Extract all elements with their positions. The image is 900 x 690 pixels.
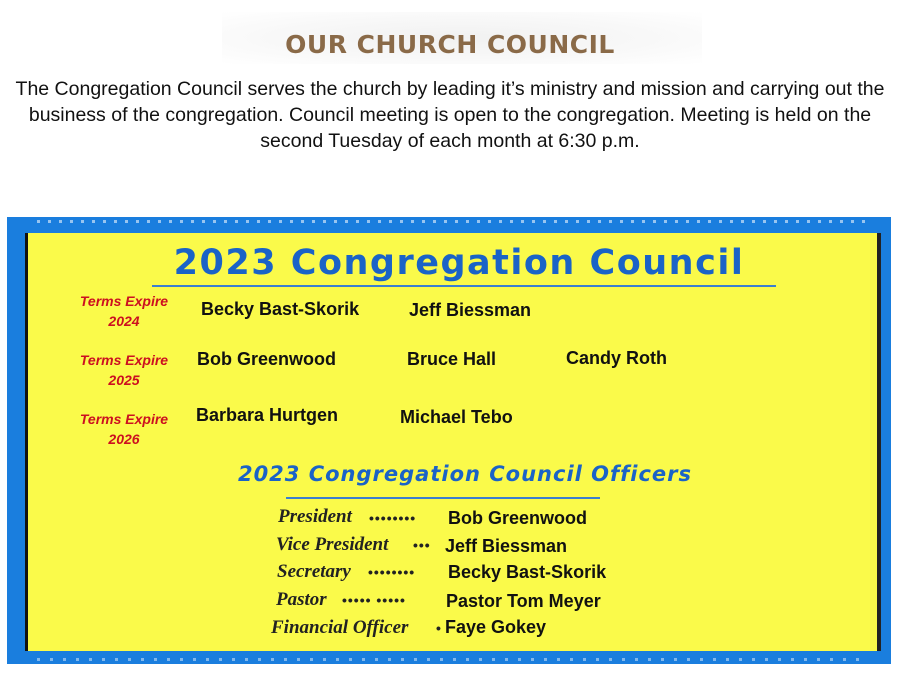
member-name: Barbara Hurtgen <box>196 405 339 425</box>
term-label-2026 <box>59 409 189 449</box>
member-name: Becky Bast-Skorik <box>201 299 360 319</box>
term-label-text: Terms Expire <box>79 293 169 309</box>
council-title-underline <box>152 285 776 287</box>
officer-name: Jeff Biessman <box>445 536 568 556</box>
member-name: Bruce Hall <box>407 349 497 369</box>
leader-dots: •••••••• <box>369 510 417 526</box>
term-year: 2026 <box>108 431 140 447</box>
officer-role-secretary: Secretary <box>277 561 351 582</box>
officers-title-underline <box>286 497 600 499</box>
member-name: Bob Greenwood <box>197 349 336 369</box>
term-label-text: Terms Expire <box>79 352 169 368</box>
officer-role-financial-officer: Financial Officer <box>271 617 409 638</box>
term-label-2024 <box>59 291 189 331</box>
leader-dots: ••••• ••••• <box>342 592 406 608</box>
intro-paragraph: The Congregation Council serves the church by leading it’s ministry and mission and carrying out the business of the congregation. Council meeting is open to the congregation. Meeting is held on the second Tuesday of each month at 6:30 p.m. <box>15 78 885 152</box>
member-name: Candy Roth <box>566 348 667 368</box>
term-year: 2024 <box>108 313 140 329</box>
officer-role-pastor: Pastor <box>276 589 327 610</box>
leader-dots: ••• <box>413 537 431 553</box>
leader-dots: •••••••• <box>368 564 416 580</box>
leader-dots: • <box>436 620 442 636</box>
term-year: 2025 <box>108 372 140 388</box>
term-label-text: Terms Expire <box>79 411 169 427</box>
officer-name: Faye Gokey <box>445 617 547 637</box>
officer-name: Pastor Tom Meyer <box>446 591 601 611</box>
officers-title: 2023 Congregation Council Officers <box>237 462 693 486</box>
board-border-dots-top <box>37 220 867 223</box>
term-label-2025 <box>59 350 189 390</box>
member-name: Jeff Biessman <box>409 300 532 320</box>
officer-role-president: President <box>278 506 352 527</box>
officer-name: Becky Bast-Skorik <box>448 562 607 582</box>
council-title: 2023 Congregation Council <box>173 243 745 283</box>
officer-name: Bob Greenwood <box>448 508 587 528</box>
officer-role-vice-president: Vice President <box>276 534 389 555</box>
board-border-dots-bottom <box>37 658 867 661</box>
member-name: Michael Tebo <box>400 407 513 427</box>
page-title: OUR CHURCH COUNCIL <box>285 30 615 59</box>
